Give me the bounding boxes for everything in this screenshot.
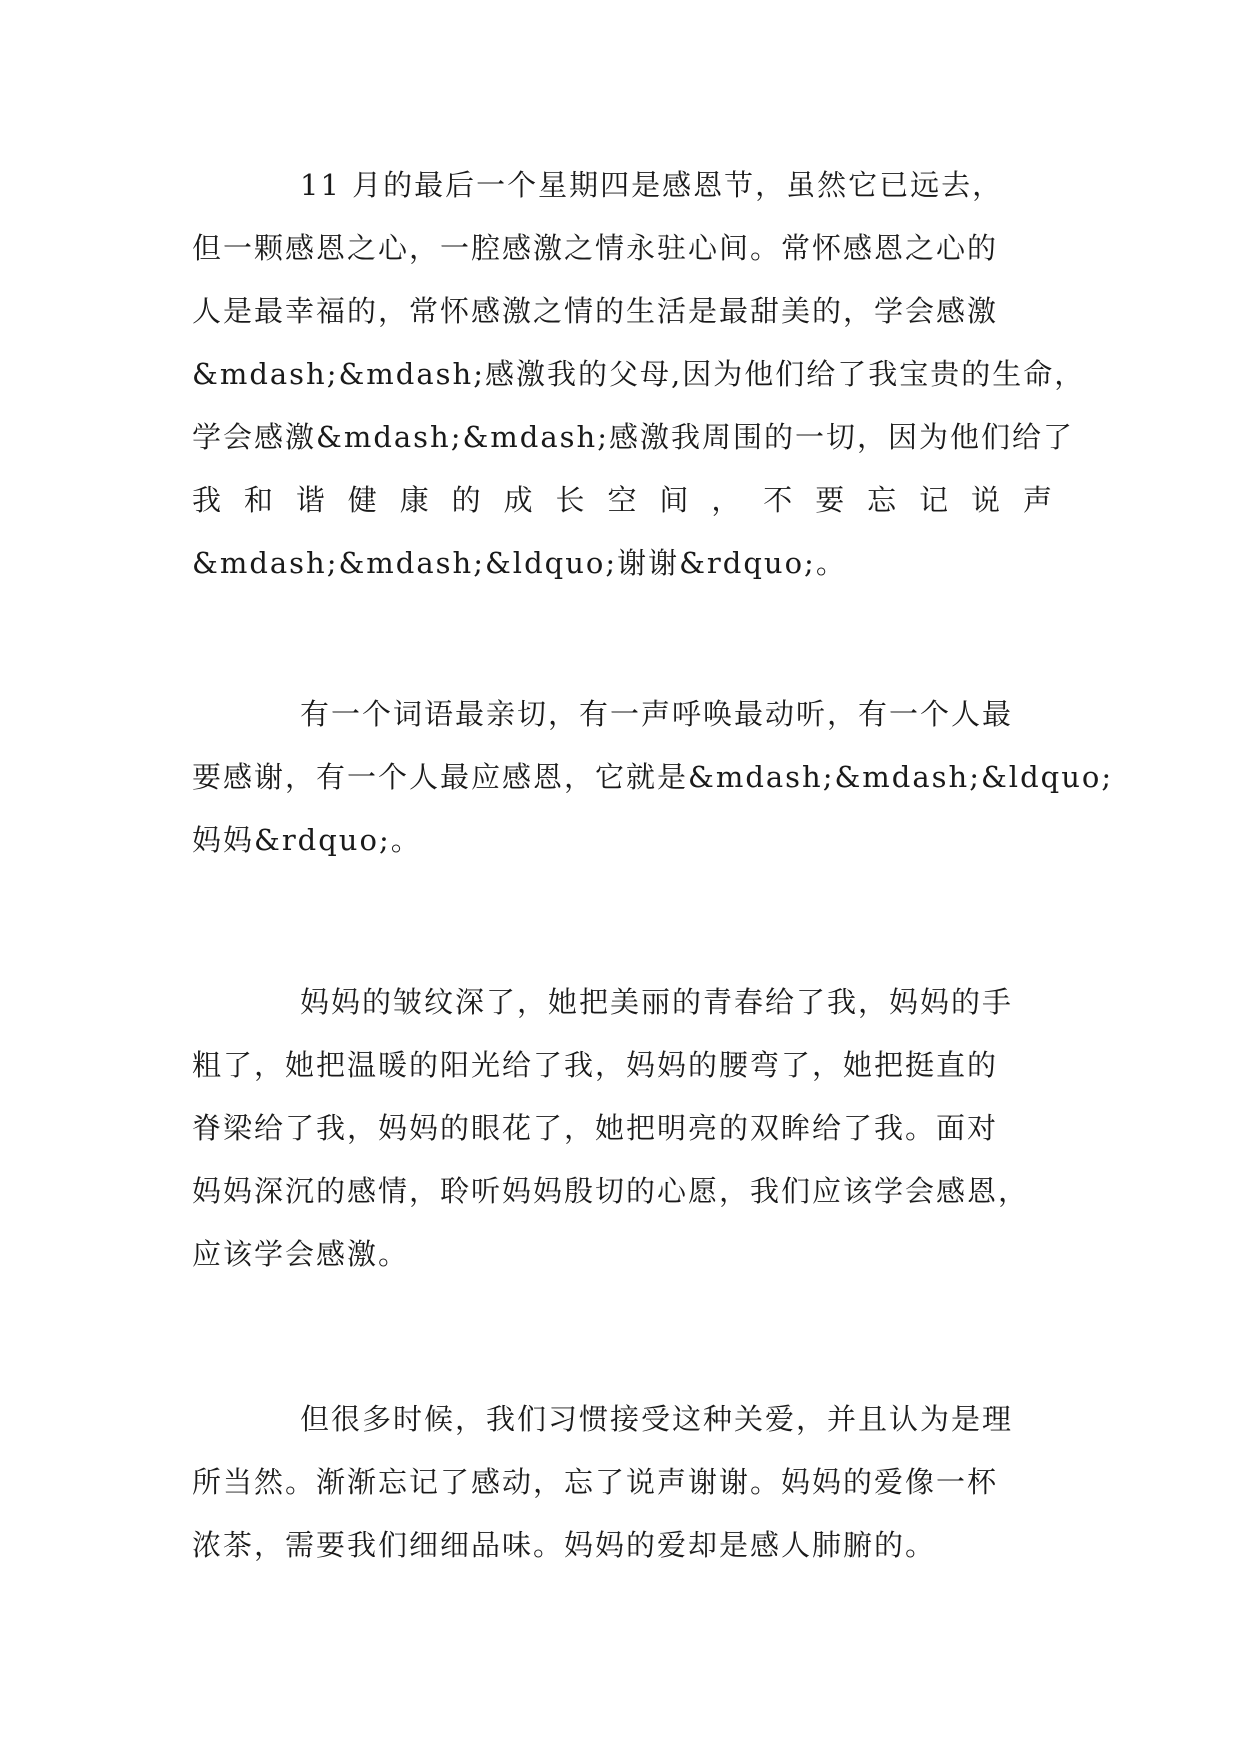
- paragraph-line: &mdash;&mdash;感激我的父母,因为他们给了我宝贵的生命，: [192, 357, 1086, 391]
- paragraph-2: [192, 683, 1114, 872]
- paragraph-line: 学会感激&mdash;&mdash;感激我周围的一切，因为他们给了: [192, 420, 1074, 454]
- paragraph-line: 脊梁给了我，妈妈的眼花了，她把明亮的双眸给了我。面对: [192, 1111, 999, 1145]
- paragraph-line: 要感谢，有一个人最应感恩，它就是&mdash;&mdash;&ldquo;: [192, 760, 1114, 794]
- paragraph-line: 但很多时候，我们习惯接受这种关爱，并且认为是理: [300, 1402, 1014, 1436]
- paragraph-line: 粗了，她把温暖的阳光给了我，妈妈的腰弯了，她把挺直的: [192, 1048, 999, 1082]
- paragraph-4: [192, 1388, 1054, 1577]
- paragraph-3: [192, 971, 1054, 1286]
- paragraph-line: &mdash;&mdash;&ldquo;谢谢&rdquo;。: [192, 546, 847, 580]
- paragraph-line: 妈妈&rdquo;。: [192, 823, 422, 857]
- paragraph-line: 浓茶，需要我们细细品味。妈妈的爱却是感人肺腑的。: [192, 1528, 937, 1562]
- paragraph-line: 妈妈的皱纹深了，她把美丽的青春给了我，妈妈的手: [300, 985, 1014, 1019]
- paragraph-line: 有一个词语最亲切，有一声呼唤最动听，有一个人最: [300, 697, 1014, 731]
- paragraph-line: 我 和 谐 健 康 的 成 长 空 间 ， 不 要 忘 记 说 声: [192, 483, 1054, 517]
- paragraph-1: [192, 154, 1086, 595]
- paragraph-line: 人是最幸福的，常怀感激之情的生活是最甜美的，学会感激: [192, 294, 999, 328]
- paragraph-line: 但一颗感恩之心，一腔感激之情永驻心间。常怀感恩之心的: [192, 231, 999, 265]
- paragraph-line: 所当然。渐渐忘记了感动，忘了说声谢谢。妈妈的爱像一杯: [192, 1465, 999, 1499]
- paragraph-line: 应该学会感激。: [192, 1237, 410, 1271]
- paragraph-line: 11 月的最后一个星期四是感恩节，虽然它已远去，: [300, 168, 1004, 202]
- paragraph-line: 妈妈深沉的感情，聆听妈妈殷切的心愿，我们应该学会感恩，: [192, 1174, 1030, 1208]
